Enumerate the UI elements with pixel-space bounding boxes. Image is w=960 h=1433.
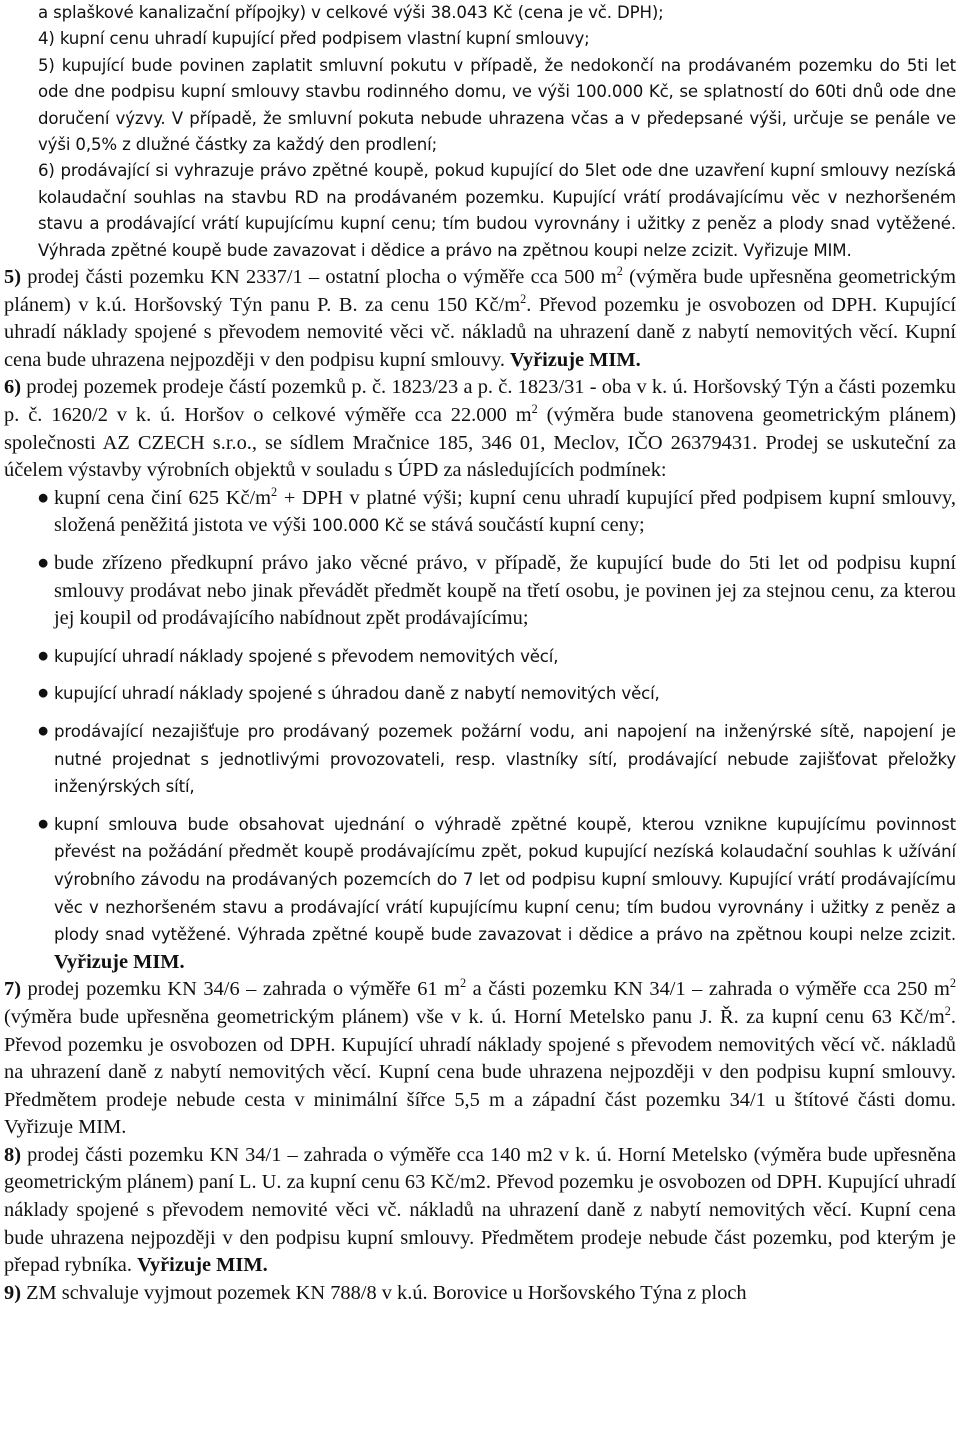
item-8: 8) prodej části pozemku KN 34/1 – zahrada o výměře cca 140 m2 v k. ú. Horní Metelsko (výměra bude upřesněna geometrickým plánem) paní L. U. za kupní cenu 63 Kč/m2. Převod pozemku je osvobozen od DPH. Kupující uhradí náklady spojené s převodem nemovité věci vč. nákladů na uhrazení daně z nabytí nemovitých věcí. Kupní cena bude uhrazena nejpozději v den podpisu kupní smlouvy. Předmětem prodeje nebude část pozemku, pod kterým je přepad rybníka. Vyřizuje MIM. [4,1143,956,1277]
item-number: 5) [4,266,21,289]
paragraph: a splaškové kanalizační přípojky) v celkové výši 38.043 Kč (cena je vč. DPH); [38,3,664,22]
item-number: 8) [4,1143,21,1166]
handler-note: Vyřizuje MIM. [137,1254,268,1277]
paragraph: 6) prodávající si vyhrazuje právo zpětné koupě, pokud kupující do 5let ode dne uzavření kupní smlouvy nezíská kolaudační souhlas na stavbu RD na prodávaném pozemku. Kupující vrátí prodávajícímu věc v nezhoršeném stavu a prodávající vrátí kupujícímu kupní cenu; tím budou vyrovnány i užitky z peněz a plody snad vytěžené. Výhrada zpětné koupě bude zavazovat i dědice a právo na zpětnou koupi nelze zcizit. Vyřizuje MIM. [38,161,956,260]
bullet-icon: ● [37,486,50,509]
bullet-icon: ● [37,682,50,705]
item-9: 9) ZM schvaluje vyjmout pozemek KN 788/8 v k.ú. Borovice u Horšovského Týna z ploch [4,1281,747,1304]
list-item: ● kupující uhradí náklady spojené s úhradou daně z nabytí nemovitých věcí, [4,680,956,708]
item-number: 9) [4,1281,21,1304]
bullet-icon: ● [37,812,50,835]
paragraph: 5) kupující bude povinen zaplatit smluvní pokutu v případě, že nedokončí na prodávaném pozemku do 5ti let ode dne podpisu kupní smlouvy stavbu rodinného domu, ve výši 100.000 Kč, se splatností do 60ti dnů ode dne doručení výzvy. V případě, že smluvní pokuta nebude uhrazena včas a v předepsané výši, určuje se penále ve výši 0,5% z dlužné částky za každý den prodlení; [38,55,956,155]
bullet-icon: ● [37,644,50,667]
item-5: 5) prodej části pozemku KN 2337/1 – ostatní plocha o výměře cca 500 $m^2$ (výměra bude upřesněna geometrickým plánem) v k.ú. Horšovský Týn panu P. B. za cenu 150 $Kč/m^2$. Převod pozemku je osvobozen od DPH. Kupující uhradí náklady spojené s převodem nemovité věci vč. nákladů na uhrazení daně z nabytí nemovitých věcí. Kupní cena bude uhrazena nejpozději v den podpisu kupní smlouvy. Vyřizuje MIM. [4,264,956,371]
list-item: ● kupní smlouva bude obsahovat ujednání o výhradě zpětné koupě, kterou vznikne kupujícímu povinnost převést na požádání předmět koupě prodávajícímu zpět, pokud kupující nezíská kolaudační souhlas k užívání výrobního závodu na prodávaných pozemcích do 7 let od podpisu kupní smlouvy. Kupující vrátí prodávajícímu věc v nezhoršeném stavu a prodávající vrátí kupujícímu kupní cenu; tím budou vyrovnány i užitky z peněz a plody snad vytěžené. Výhrada zpětné koupě bude zavazovat i dědice a právo na zpětnou koupi nelze zcizit. Vyřizuje MIM. [37,812,956,973]
item-number: 7) [4,978,21,1001]
paragraph: 4) kupní cenu uhradí kupující před podpisem vlastní kupní smlouvy; [38,29,590,49]
conditions-list [4,485,956,977]
item-7: 7) prodej pozemku KN 34/6 – zahrada o výměře 61 $m^2$ a části pozemku KN 34/1 – zahrada o výměře cca 250 $m^2$ (výměra bude upřesněna geometrickým plánem) vše v k. ú. Horní Metelsko panu J. Ř. za kupní cenu 63 $Kč/m^2$. Převod pozemku je osvobozen od DPH. Kupující uhradí náklady spojené s převodem nemovitých věcí vč. nákladů na uhrazení daně z nabytí nemovitých věcí. Kupní cena bude uhrazena nejpozději v den podpisu kupní smlouvy. Předmětem prodeje nebude cesta v minimální šířce 5,5 m a západní část pozemku 34/1 u štítové části domu. Vyřizuje MIM. [4,976,957,1139]
handler-note: Vyřizuje MIM. [54,950,185,973]
list-item: ● prodávající nezajišťuje pro prodávaný pozemek požární vodu, ani napojení na inženýrské sítě, napojení je nutné projednat s jednotlivými provozovateli, resp. vlastníky sítí, prodávající nebude zajišťovat přeložky inženýrských sítí, [37,719,956,797]
conditions-block [4,0,956,264]
handler-note: Vyřizuje MIM. [510,348,641,371]
bullet-icon: ● [37,552,50,574]
item-number: 6) [4,376,21,399]
resolutions-block [4,264,956,1307]
bullet-icon: ● [37,719,50,742]
list-item: ● kupní cena činí 625 $Kč/m^2$ + DPH v platné výši; kupní cenu uhradí kupující před podpisem kupní smlouvy, složená peněžitá jistota ve výši 100.000 Kč se stává součástí kupní ceny; [37,485,957,537]
item-6: 6) prodej pozemek prodeje částí pozemků p. č. 1823/23 a p. č. 1823/31 - oba v k. ú. Horšovský Týn a části pozemku p. č. 1620/2 v k. ú. Horšov o celkové výměře cca 22.000 $m^2$ (výměra bude stanovena geometrickým plánem) společnosti AZ CZECH s.r.o., se sídlem Mračnice 185, 346 01, Meclov, IČO 26379431. Prodej se uskuteční za účelem výstavby výrobních objektů v souladu s ÚPD za následujících podmínek: [4,376,956,482]
list-item: ● bude zřízeno předkupní právo jako věcné právo, v případě, že kupující bude do 5ti let od podpisu kupní smlouvy prodávat nebo jinak převádět předmět koupě na třetí osobu, je povinen jej za stejnou cenu, za kterou jej koupil od prodávajícího nabídnout zpět prodávajícímu; [37,552,956,630]
list-item: ● kupující uhradí náklady spojené s převodem nemovitých věcí, [4,643,956,671]
